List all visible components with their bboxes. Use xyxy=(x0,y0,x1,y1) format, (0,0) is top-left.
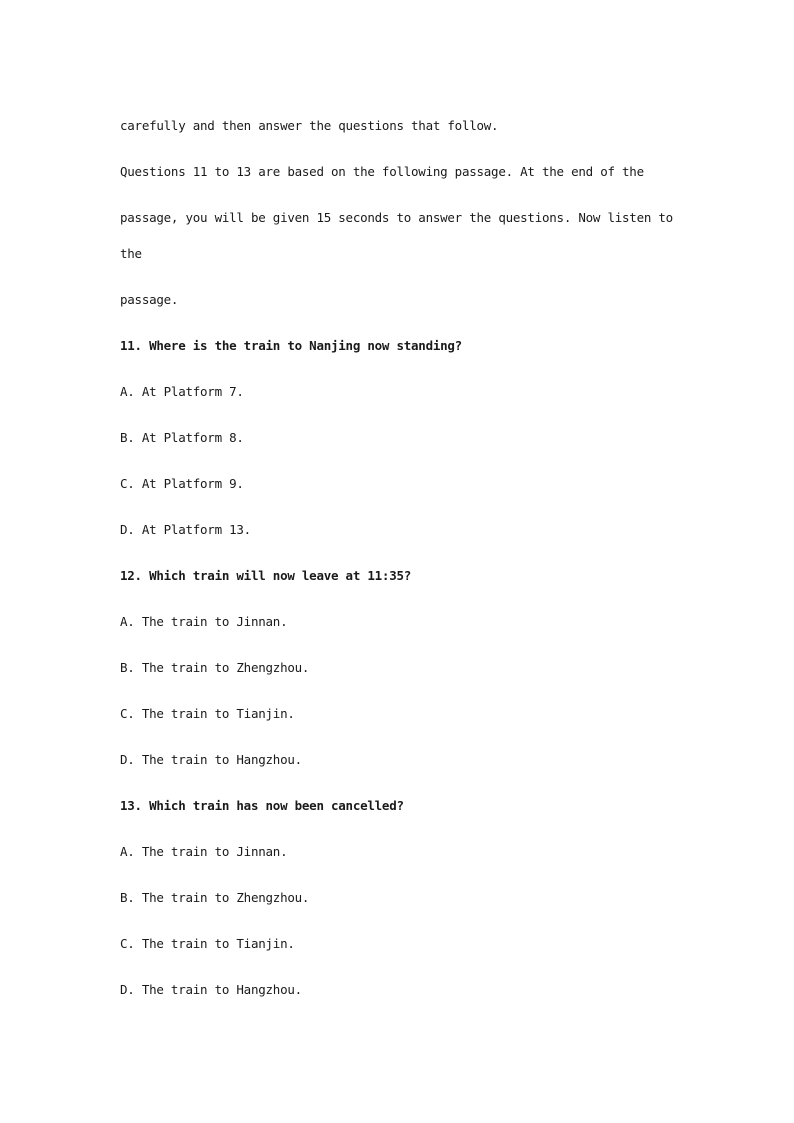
question-11-option-a: A. At Platform 7. xyxy=(120,384,244,399)
question-13-option-d: D. The train to Hangzhou. xyxy=(120,982,302,997)
question-11: 11. Where is the train to Nanjing now standing? xyxy=(120,338,462,353)
question-12-option-a: A. The train to Jinnan. xyxy=(120,614,288,629)
question-11-option-c: C. At Platform 9. xyxy=(120,476,244,491)
question-12-option-c: C. The train to Tianjin. xyxy=(120,706,295,721)
question-13-option-c: C. The train to Tianjin. xyxy=(120,936,295,951)
intro-line-1: carefully and then answer the questions that follow. xyxy=(120,118,499,133)
question-13: 13. Which train has now been cancelled? xyxy=(120,798,404,813)
question-11-option-d: D. At Platform 13. xyxy=(120,522,251,537)
intro-line-2: Questions 11 to 13 are based on the following passage. At the end of the xyxy=(120,164,644,179)
question-11-option-b: B. At Platform 8. xyxy=(120,430,244,445)
question-12-option-d: D. The train to Hangzhou. xyxy=(120,752,302,767)
question-13-option-b: B. The train to Zhengzhou. xyxy=(120,890,310,905)
question-12-option-b: B. The train to Zhengzhou. xyxy=(120,660,310,675)
question-13-option-a: A. The train to Jinnan. xyxy=(120,844,288,859)
intro-line-4: the xyxy=(120,246,142,261)
question-12: 12. Which train will now leave at 11:35? xyxy=(120,568,412,583)
intro-line-5: passage. xyxy=(120,292,179,307)
intro-line-3: passage, you will be given 15 seconds to answer the questions. Now listen to xyxy=(120,210,673,225)
